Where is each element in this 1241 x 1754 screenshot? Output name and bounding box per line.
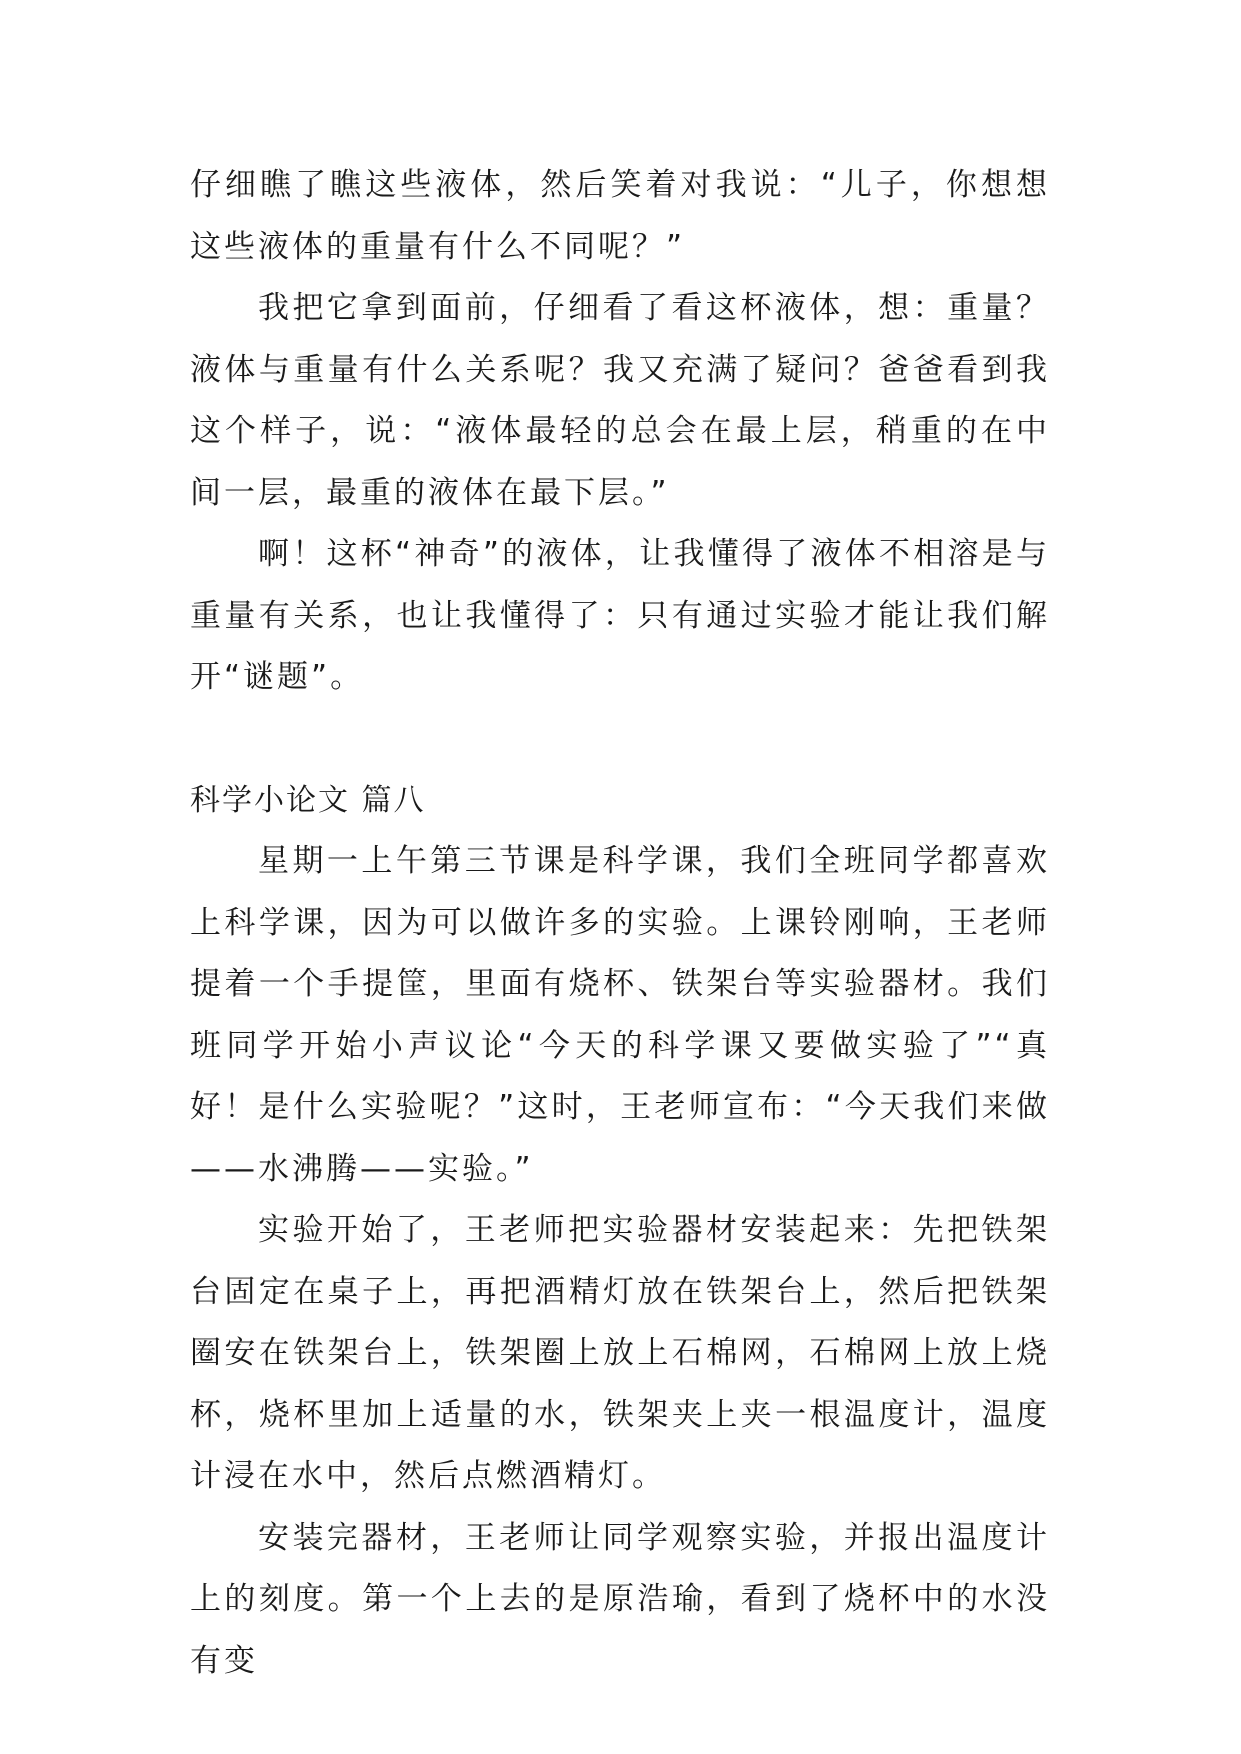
paragraph: 我把它拿到面前，仔细看了看这杯液体，想：重量？液体与重量有什么关系呢？我又充满了疑问？爸爸看到我这个样子，说：“液体最轻的总会在最上层，稍重的在中间一层，最重的液体在最下层。” xyxy=(190,290,1050,511)
section-spacer xyxy=(190,709,1050,770)
paragraph-continuation: 仔细瞧了瞧这些液体，然后笑着对我说：“儿子，你想想这些液体的重量有什么不同呢？” xyxy=(190,167,1050,265)
section-heading: 科学小论文 篇八 xyxy=(190,782,426,818)
paragraph: 实验开始了，王老师把实验器材安装起来：先把铁架台固定在桌子上，再把酒精灯放在铁架台上，然后把铁架圈安在铁架台上，铁架圈上放上石棉网，石棉网上放上烧杯，烧杯里加上适量的水，铁架夹上夹一根温度计，温度计浸在水中，然后点燃酒精灯。 xyxy=(190,1212,1050,1494)
paragraph: 星期一上午第三节课是科学课，我们全班同学都喜欢上科学课，因为可以做许多的实验。上课铃刚响，王老师提着一个手提筐，里面有烧杯、铁架台等实验器材。我们班同学开始小声议论“今天的科学课又要做实验了”“真好！是什么实验呢？”这时，王老师宣布：“今天我们来做——水沸腾——实验。” xyxy=(190,843,1050,1187)
paragraph: 安装完器材，王老师让同学观察实验，并报出温度计上的刻度。第一个上去的是原浩瑜，看到了烧杯中的水没有变 xyxy=(190,1519,1050,1679)
document-body xyxy=(190,155,1050,1692)
paragraph: 啊！这杯“神奇”的液体，让我懂得了液体不相溶是与重量有关系，也让我懂得了：只有通过实验才能让我们解开“谜题”。 xyxy=(190,536,1050,695)
